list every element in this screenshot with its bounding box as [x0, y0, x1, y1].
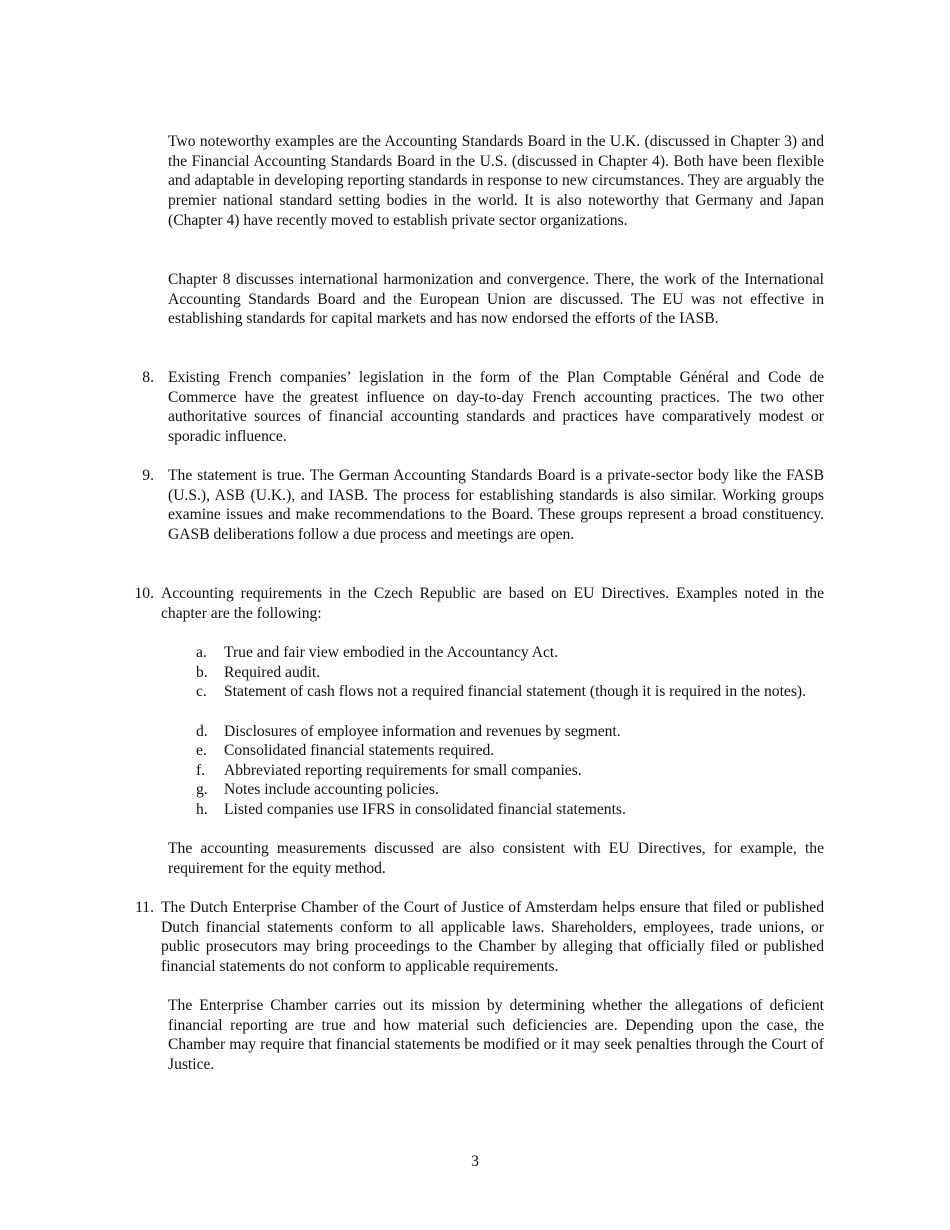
sub-item-letter: e. [196, 742, 207, 759]
sub-item-text: Notes include accounting policies. [224, 781, 439, 798]
sub-item-text: Consolidated financial statements required. [224, 742, 495, 759]
item-text: The Dutch Enterprise Chamber of the Court of Justice of Amsterdam helps ensure that filed or published Dutch financial statements conform to all applicable laws. Shareholders, employees, trade unions, or public prosecutors may bring proceedings to the Chamber by alleging that officially filed or published financial statements do not conform to applicable requirements. [161, 899, 824, 976]
page-number: 3 [471, 1153, 479, 1170]
item-number: 9. [142, 467, 154, 484]
item-text: The statement is true. The German Accounting Standards Board is a private-sector body like the FASB (U.S.), ASB (U.K.), and IASB. The process for establishing standards is also similar. Working groups examine issues and make recommendations to the Board. These groups represent a broad constituency. GASB deliberations follow a due process and meetings are open. [168, 467, 824, 544]
item-number: 11. [135, 899, 154, 916]
sub-item-letter: b. [196, 664, 208, 681]
item-10-followup: The accounting measurements discussed are also consistent with EU Directives, for example, the requirement for the equity method. [168, 840, 824, 877]
paragraph-noteworthy-examples: Two noteworthy examples are the Accounting Standards Board in the U.K. (discussed in Chapter 3) and the Financial Accounting Standards Board in the U.S. (discussed in Chapter 4). Both have been flexible and adaptable in developing reporting standards in response to new circumstances. They are arguably the premier national standard setting bodies in the world. It is also noteworthy that Germany and Japan (Chapter 4) have recently moved to establish private sector organizations. [168, 133, 824, 229]
sub-item-text: Abbreviated reporting requirements for small companies. [224, 762, 582, 779]
sub-item-text: Required audit. [224, 664, 321, 681]
sub-item-text: Disclosures of employee information and revenues by segment. [224, 723, 621, 740]
sub-item-letter: c. [196, 683, 207, 700]
sub-item-letter: d. [196, 723, 208, 740]
sub-item-text: True and fair view embodied in the Accountancy Act. [224, 644, 559, 661]
sub-item-letter: g. [196, 781, 208, 798]
sub-item-letter: a. [196, 644, 207, 661]
item-text: Accounting requirements in the Czech Republic are based on EU Directives. Examples noted in the chapter are the following: [161, 585, 824, 622]
sub-item-text: Listed companies use IFRS in consolidated financial statements. [224, 801, 626, 818]
item-text: Existing French companies’ legislation in the form of the Plan Comptable Général and Code de Commerce have the greatest influence on day-to-day French accounting practices. The two other authoritative sources of financial accounting standards and practices have comparatively modest or sporadic influence. [168, 369, 824, 446]
sub-item-text: Statement of cash flows not a required financial statement (though it is required in the notes). [224, 683, 807, 700]
item-number: 8. [142, 369, 154, 386]
sub-item-letter: f. [196, 762, 206, 779]
item-number: 10. [134, 585, 154, 602]
item-11-followup: The Enterprise Chamber carries out its mission by determining whether the allegations of deficient financial reporting are true and how material such deficiencies are. Depending upon the case, the Chamber may require that financial statements be modified or it may seek penalties through the Court of Justice. [168, 997, 824, 1074]
sub-item-letter: h. [196, 801, 208, 818]
paragraph-chapter-8: Chapter 8 discusses international harmonization and convergence. There, the work of the International Accounting Standards Board and the European Union are discussed. The EU was not effective in establishing standards for capital markets and has now endorsed the efforts of the IASB. [168, 271, 824, 328]
